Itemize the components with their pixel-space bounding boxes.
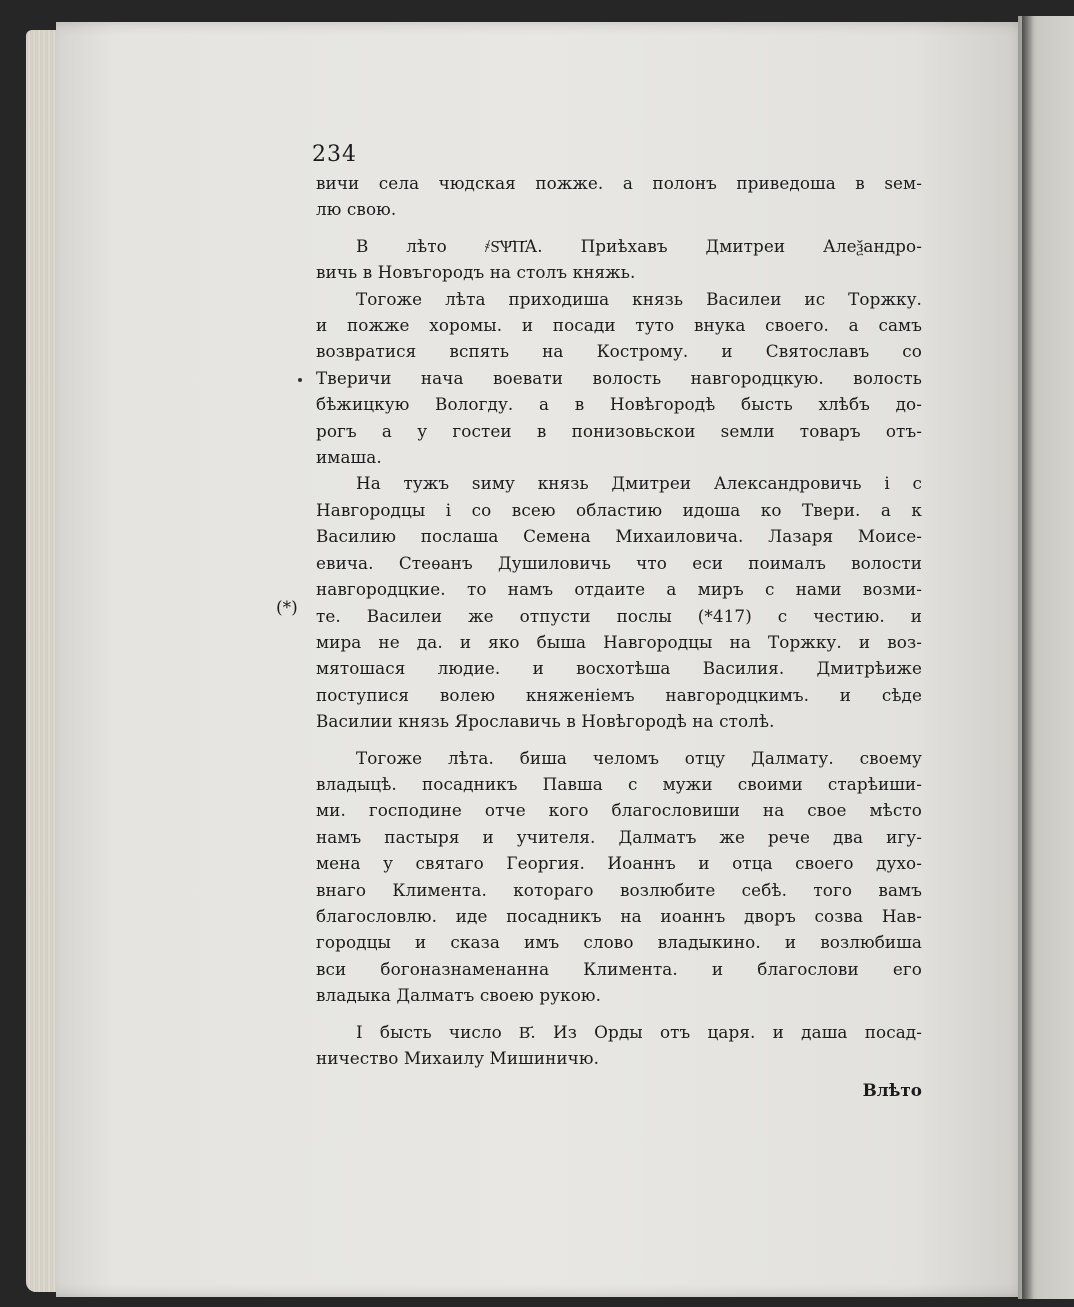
- text-line: навгородцкие. то намъ отдаите а миръ с нами возми-: [316, 579, 922, 600]
- text-line: В лѣто ҂Ѕ҃Ѱ҃П҃А. Приѣхавъ Дмитреи Алеѯандро-: [356, 235, 922, 256]
- text-line: мира не да. и яко быша Навгородцы на Торжку. и воз-: [316, 631, 922, 652]
- text-line: Тогоже лѣта приходиша князь Василеи ис Торжку.: [356, 288, 922, 309]
- text-line: ми. господине отче кого благословиши на свое мѣсто: [316, 800, 922, 821]
- text-line: возвратися вспять на Кострому. и Святославъ со: [316, 341, 922, 362]
- text-line: рогъ а у гостеи в понизовьскои ѕемли товаръ отъ-: [316, 420, 922, 441]
- text-line: лю свою.: [316, 199, 397, 220]
- text-line: мятошася людие. и восхотѣша Василия. Дмитрѣиже: [316, 658, 922, 679]
- text-line: Навгородцы і со всею областию идоша ко Твери. а к: [316, 499, 922, 520]
- text-line: Тогоже лѣта. биша челомъ отцу Далмату. своему: [356, 747, 922, 768]
- text-line: вичи села чюдская пожже. а полонъ приведоша в ѕем-: [316, 173, 922, 193]
- text-line: Василию послаша Семена Михаиловича. Лазаря Моисе-: [316, 526, 922, 547]
- text-line: и пожже хоромы. и посади туто внука своего. а самъ: [316, 315, 922, 336]
- text-line: владыцѣ. посадникъ Павша с мужи своими старѣиши-: [316, 773, 922, 794]
- text-block: [312, 140, 922, 1101]
- paragraph: [316, 470, 922, 734]
- text-line: Тверичи нача воевати волость навгородцкую. волость: [316, 367, 922, 388]
- text-line: бѣжицкую Вологду. а в Новѣгородѣ бысть хлѣбъ до-: [316, 394, 922, 415]
- paragraph: [316, 745, 922, 1009]
- margin-note: (*): [276, 598, 298, 618]
- text-line: внаго Климента. котораго возлюбите себѣ. того вамъ: [316, 879, 922, 900]
- paragraph: [316, 286, 922, 471]
- text-line: Василии князь Ярославичь в Новѣгородѣ на столѣ.: [316, 711, 775, 732]
- paragraph-gap: [316, 735, 922, 745]
- text-line: намъ пастыря и учителя. Далматъ же рече два игу-: [316, 826, 922, 847]
- text-line: городцы и сказа имъ слово владыкино. и возлюбиша: [316, 932, 922, 953]
- text-line: владыка Далматъ своею рукою.: [316, 985, 602, 1006]
- text-line: На тужъ ѕиму князь Дмитреи Александровичь і с: [356, 473, 922, 494]
- spine-shadow: [1022, 16, 1034, 1299]
- page-number: 234: [312, 142, 357, 167]
- text-line: поступися волею княженіемъ навгородцкимъ. и сѣде: [316, 684, 922, 705]
- text-line: благословлю. иде посадникъ на иоаннъ дворъ созва Нав-: [316, 905, 922, 926]
- paragraph: [316, 233, 922, 286]
- paragraph-gap: [316, 223, 922, 233]
- text-line: те. Василеи же отпусти послы (*417) с честию. и: [316, 605, 922, 626]
- paragraph-gap: [316, 1009, 922, 1019]
- paragraph: [316, 1019, 922, 1072]
- catchword: Влѣто: [862, 1080, 922, 1101]
- text-line: мена у святаго Георгия. Иоаннъ и отца своего духо-: [316, 853, 922, 874]
- text-line: ничество Михаилу Мишиничю.: [316, 1048, 600, 1068]
- text-line: евича. Стеѳанъ Душиловичь что еси поималъ волости: [316, 552, 922, 573]
- text-line: вси богоназнаменанна Климента. и благослови его: [316, 958, 922, 979]
- margin-dot: [298, 378, 302, 382]
- text-line: вичь в Новъгородъ на столъ княжь.: [316, 262, 636, 283]
- text-line: имаша.: [316, 447, 382, 468]
- paragraph: [316, 170, 922, 223]
- text-line: І бысть число В҃. Из Орды отъ царя. и даша посад-: [356, 1021, 922, 1042]
- paragraphs-container: [316, 170, 922, 1071]
